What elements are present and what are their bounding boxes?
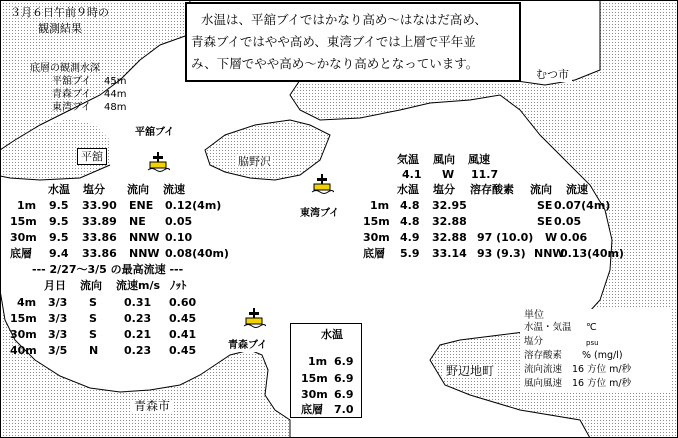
speed-ms-cell: 0.23 — [124, 344, 152, 357]
depth-legend-depth: 45m — [104, 76, 127, 87]
oxygen-cell: 97 (10.0) — [477, 231, 534, 244]
temp-cell: 9.5 — [49, 215, 69, 228]
depth-cell: 底層 — [301, 403, 323, 416]
date-cell: 3/3 — [48, 296, 68, 309]
max-speed-title: --- 2/27～3/5 の最高流速 --- — [32, 263, 184, 276]
salinity-cell: 33.90 — [82, 199, 117, 212]
unit-label: 塩分 — [524, 336, 544, 347]
speed-ms-cell: 0.31 — [124, 296, 152, 309]
direction-cell: S — [89, 312, 97, 325]
depth-cell: 30m — [301, 388, 328, 401]
salinity-cell: 32.88 — [432, 231, 467, 244]
depth-cell: 30m — [10, 328, 37, 341]
aomori-table — [290, 323, 362, 418]
column-header: 水温 — [397, 183, 419, 196]
temp-cell: 9.5 — [49, 199, 69, 212]
column-header: 塩分 — [433, 183, 455, 196]
column-header: 塩分 — [83, 183, 105, 196]
summary-box — [185, 2, 521, 82]
depth-legend-name: 青森ブイ — [52, 89, 92, 100]
wind-speed-value: 11.7 — [471, 168, 499, 181]
place-hiradate: 平舘 — [77, 148, 107, 165]
oxygen-cell: 93 (9.3) — [477, 247, 526, 260]
direction-cell: W — [545, 231, 558, 244]
unit-label: 流向流速 — [524, 364, 563, 375]
depth-cell: 底層 — [10, 247, 32, 260]
unit-label: 溶存酸素 — [524, 350, 563, 361]
depth-cell: 1m — [308, 355, 328, 368]
depth-cell: 15m — [301, 372, 328, 385]
salinity-cell: 33.14 — [432, 247, 467, 260]
temp-cell: 9.5 — [49, 231, 69, 244]
direction-cell: S — [89, 328, 97, 341]
temp-cell: 4.8 — [400, 199, 420, 212]
depth-legend-title: 底層の観測水深 — [30, 63, 100, 74]
depth-cell: 30m — [10, 231, 37, 244]
depth-legend-name: 東湾ブイ — [52, 102, 92, 113]
speed-cell: 0.06 — [560, 231, 588, 244]
salinity-cell: 32.88 — [432, 215, 467, 228]
speed-cell: 0.07(4m) — [554, 199, 611, 212]
column-header: 月日 — [44, 279, 66, 292]
direction-cell: N — [89, 344, 99, 357]
date-cell: 3/5 — [48, 344, 68, 357]
direction-cell: ENE — [129, 199, 154, 212]
place-wakinosawa: 脇野沢 — [238, 155, 271, 168]
speed-knot-cell: 0.41 — [169, 328, 197, 341]
date-cell: 3/3 — [48, 328, 68, 341]
column-header: 流速m/s — [116, 279, 161, 292]
direction-cell: SE — [537, 215, 553, 228]
temp-cell: 6.9 — [334, 355, 354, 368]
speed-ms-cell: 0.23 — [124, 312, 152, 325]
depth-legend-name: 平舘ブイ — [52, 76, 92, 87]
depth-cell: 15m — [10, 312, 37, 325]
temp-cell: 5.9 — [400, 247, 420, 260]
speed-cell: 0.12(4m) — [165, 199, 222, 212]
speed-cell: 0.13(40m) — [560, 247, 624, 260]
temp-cell: 7.0 — [334, 403, 354, 416]
date-cell: 3/3 — [48, 312, 68, 325]
salinity-cell: 33.86 — [82, 231, 117, 244]
unit-value: 16 方位 m/秒 — [572, 364, 632, 375]
column-header: 風速 — [468, 153, 490, 166]
wind-direction-value: W — [442, 168, 455, 181]
depth-cell: 30m — [363, 231, 390, 244]
buoy-hiradate-icon — [146, 150, 170, 176]
depth-cell: 15m — [363, 215, 390, 228]
depth-cell: 底層 — [363, 247, 385, 260]
temp-cell: 4.9 — [400, 231, 420, 244]
buoy-label-aomori: 青森ブイ — [228, 340, 268, 351]
depth-cell: 15m — [10, 215, 37, 228]
summary-line: み、下層でやや高め～かなり高めとなっています。 — [191, 56, 479, 71]
temp-cell: 6.9 — [334, 388, 354, 401]
depth-cell: 1m — [17, 199, 37, 212]
speed-cell: 0.05 — [165, 215, 193, 228]
column-header: 流向 — [530, 183, 552, 196]
direction-cell: NE — [129, 215, 146, 228]
column-header: 流速 — [163, 183, 185, 196]
temp-cell: 4.8 — [400, 215, 420, 228]
buoy-label-hiradate: 平舘ブイ — [135, 127, 175, 138]
buoy-aomori-icon — [242, 306, 266, 332]
map-subtitle: 観測結果 — [38, 22, 82, 35]
depth-legend-depth: 48m — [104, 102, 127, 113]
depth-legend-depth: 44m — [104, 89, 127, 100]
direction-cell: NNW — [129, 247, 160, 260]
direction-cell: NNW — [129, 231, 160, 244]
direction-cell: S — [89, 296, 97, 309]
direction-cell: NNW — [534, 247, 565, 260]
map-title: ３月６日午前９時の — [10, 6, 109, 19]
depth-cell: 4m — [17, 296, 37, 309]
temp-cell: 9.4 — [49, 247, 69, 260]
units-title: 単位 — [524, 310, 544, 321]
speed-ms-cell: 0.21 — [124, 328, 152, 341]
column-header: 流向 — [80, 279, 102, 292]
summary-line: 青森ブイではやや高め、東湾ブイでは上層で平年並 — [191, 34, 476, 49]
column-header: 溶存酸素 — [470, 183, 514, 196]
temp-cell: 6.9 — [334, 372, 354, 385]
unit-value: % (mg/l) — [582, 350, 623, 361]
speed-cell: 0.08(40m) — [165, 247, 229, 260]
salinity-cell: 33.86 — [82, 247, 117, 260]
unit-value: psu — [586, 339, 599, 347]
place-mutsu: むつ市 — [533, 67, 572, 82]
column-header: 気温 — [397, 153, 419, 166]
buoy-label-higashi: 東湾ブイ — [300, 208, 340, 219]
buoy-higashi-icon — [310, 172, 334, 198]
salinity-cell: 32.95 — [432, 199, 467, 212]
speed-knot-cell: 0.45 — [169, 344, 197, 357]
speed-cell: 0.10 — [165, 231, 193, 244]
place-aomori-city: 青森市 — [134, 399, 171, 413]
direction-cell: SE — [537, 199, 553, 212]
salinity-cell: 33.89 — [82, 215, 117, 228]
depth-cell: 40m — [10, 344, 37, 357]
speed-knot-cell: 0.60 — [169, 296, 197, 309]
depth-cell: 1m — [370, 199, 390, 212]
unit-label: 水温・気温 — [524, 322, 572, 333]
column-header: 流向 — [127, 183, 149, 196]
column-header: 水温 — [321, 328, 343, 341]
column-header: 水温 — [48, 183, 70, 196]
unit-value: 16 方位 m/秒 — [572, 378, 632, 389]
column-header: 風向 — [433, 153, 455, 166]
unit-value: ℃ — [586, 322, 597, 333]
units-legend — [520, 309, 670, 391]
speed-knot-cell: 0.45 — [169, 312, 197, 325]
column-header: 流速 — [566, 183, 588, 196]
speed-cell: 0.05 — [554, 215, 582, 228]
air-temp-value: 4.1 — [402, 168, 422, 181]
place-noheji: 野辺地町 — [446, 364, 495, 378]
summary-line: 水温は、平舘ブイではかなり高め～はなはだ高め、 — [201, 12, 487, 27]
unit-label: 風向風速 — [524, 378, 563, 389]
column-header: ﾉｯﾄ — [170, 279, 187, 292]
